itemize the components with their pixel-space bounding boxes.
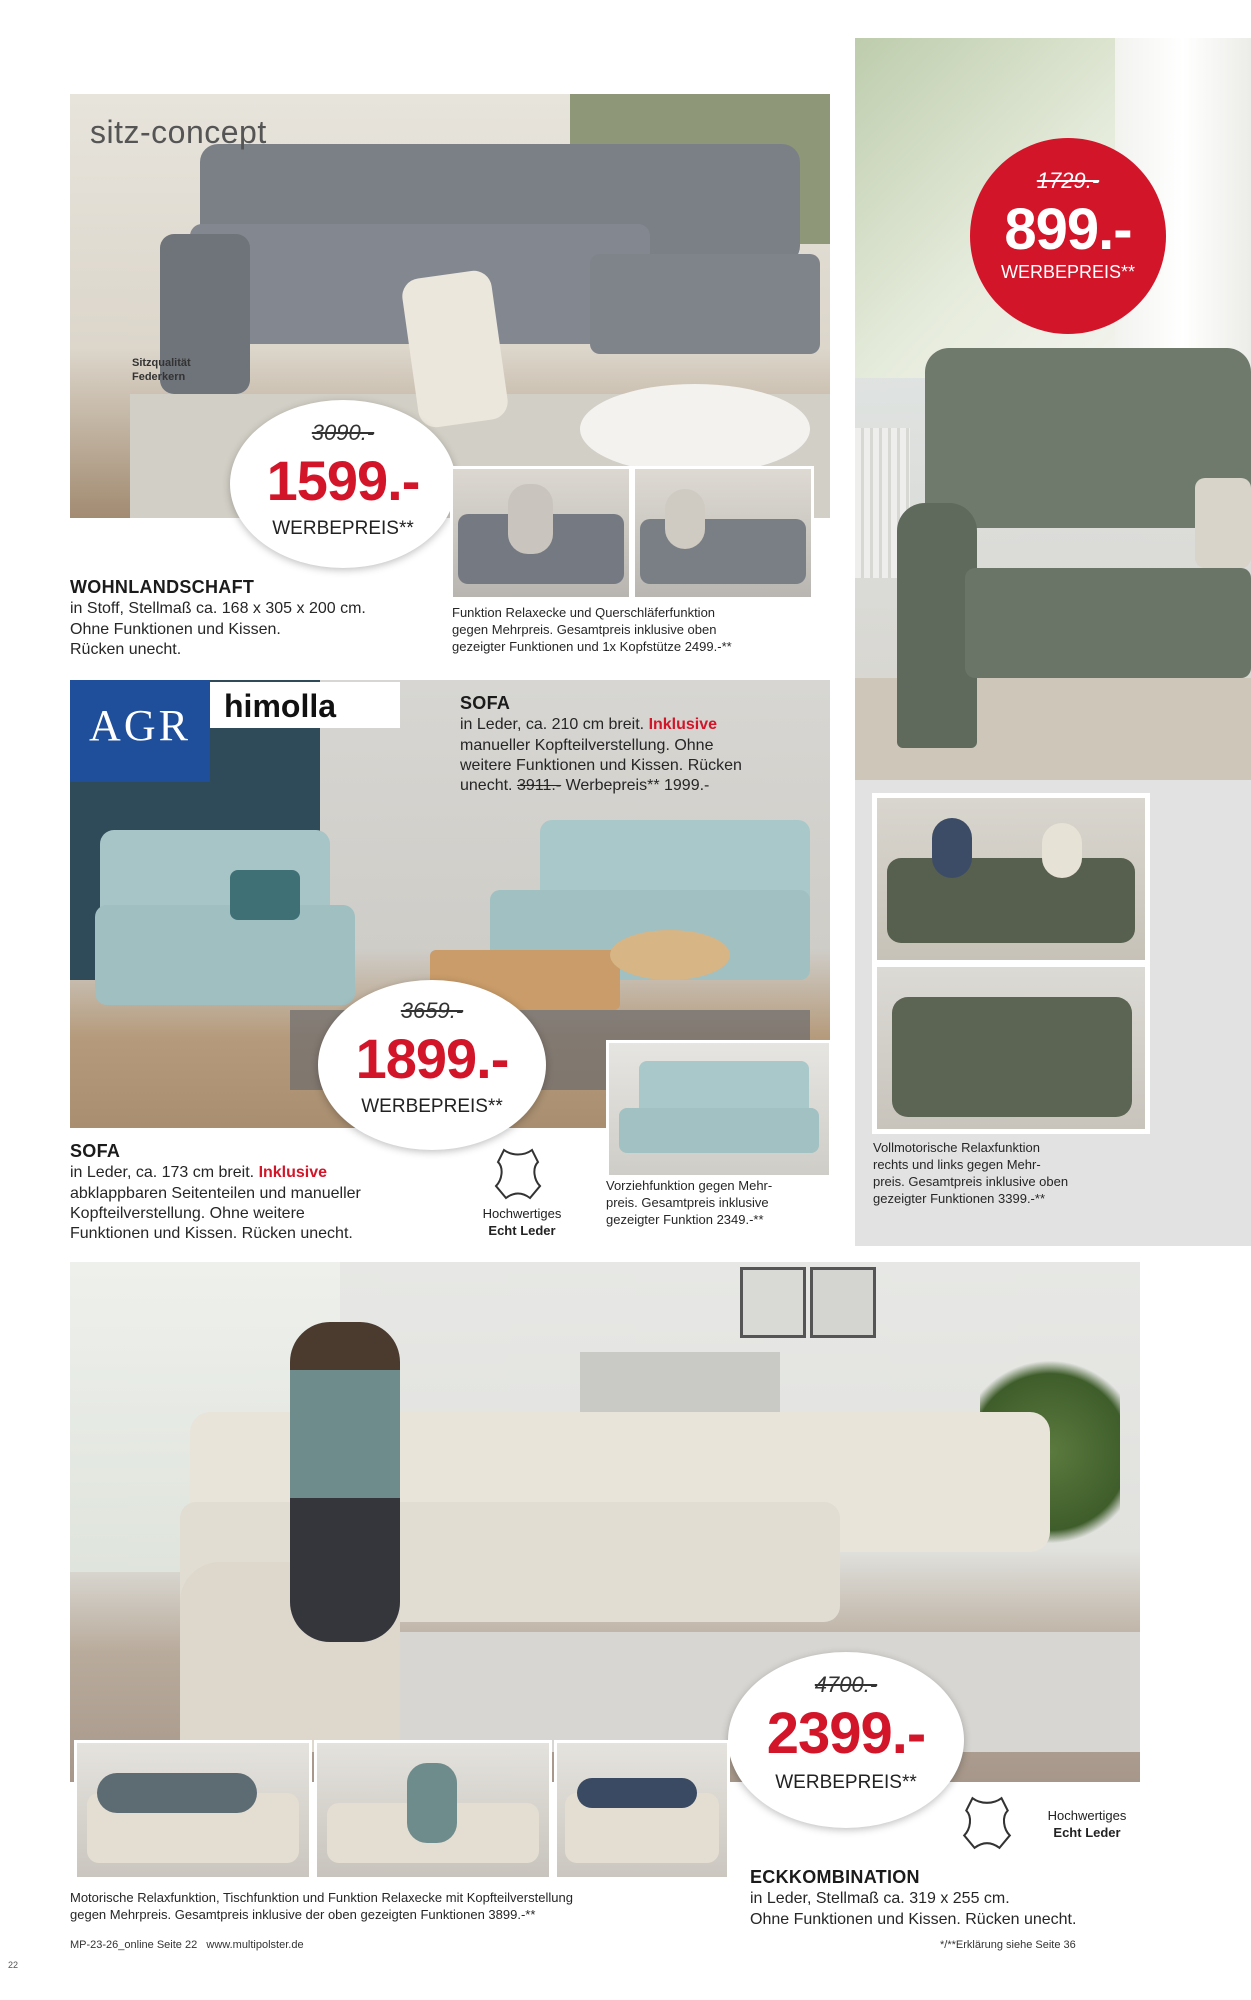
price-badge-2399 bbox=[728, 1652, 964, 1828]
old-price: 3090.- bbox=[311, 420, 375, 445]
old-price: 1729.- bbox=[1036, 168, 1100, 193]
offer4-leather bbox=[462, 1206, 582, 1239]
agr-logo bbox=[70, 680, 210, 782]
himolla-logo bbox=[210, 682, 400, 728]
note-line: preis. Gesamtpreis inklusive oben bbox=[873, 1173, 1069, 1189]
photo-tischfunktion bbox=[314, 1740, 552, 1880]
photo-vorziehfunktion bbox=[606, 1040, 832, 1178]
person bbox=[97, 1773, 257, 1813]
offer3-line2: manueller Kopfteilverstellung. Ohne bbox=[460, 736, 714, 754]
note-line: preis. Gesamtpreis inklusive bbox=[606, 1194, 769, 1210]
cushion bbox=[1195, 478, 1251, 568]
offer5-line2: Ohne Funktionen und Kissen. Rücken unecht. bbox=[750, 1910, 1077, 1928]
price-label: WERBEPREIS** bbox=[361, 1096, 503, 1117]
price: 899.- bbox=[1004, 197, 1132, 262]
photo-eckkombination bbox=[70, 1262, 1140, 1782]
offer3-line3: weitere Funktionen und Kissen. Rücken bbox=[460, 756, 742, 774]
person bbox=[508, 484, 553, 554]
price: 1599.- bbox=[266, 449, 420, 512]
offer1-text bbox=[70, 576, 450, 660]
old-price: 3659.- bbox=[400, 998, 464, 1023]
offer5-note bbox=[70, 1890, 730, 1924]
note-line: Vorziehfunktion gegen Mehr- bbox=[606, 1178, 773, 1193]
person bbox=[290, 1322, 400, 1642]
sofa-seat bbox=[965, 568, 1251, 678]
leather-line: Hochwertiges bbox=[1047, 1808, 1127, 1823]
brand-sitz-concept: sitz-concept bbox=[90, 114, 267, 150]
offer3-old-price: 3911.- bbox=[516, 777, 562, 795]
person bbox=[665, 489, 705, 549]
offer1-line2: Ohne Funktionen und Kissen. bbox=[70, 620, 281, 638]
price-label: WERBEPREIS** bbox=[1000, 262, 1136, 282]
brand-tag: Sitzqualität Federkern bbox=[132, 357, 191, 384]
price-label: WERBEPREIS** bbox=[272, 518, 414, 539]
offer5-text bbox=[750, 1866, 1170, 1930]
picture-1 bbox=[740, 1267, 806, 1338]
recliner bbox=[887, 858, 1135, 943]
offer1-line1: in Stoff, Stellmaß ca. 168 x 305 x 200 cm. bbox=[70, 600, 366, 618]
offer4-note bbox=[606, 1178, 836, 1229]
offer4-line4: Funktionen und Kissen. Rücken unecht. bbox=[70, 1225, 353, 1243]
leather-line: Echt Leder bbox=[488, 1222, 556, 1238]
note-line: gezeigter Funktion 2349.-** bbox=[606, 1211, 764, 1227]
offer4-text bbox=[70, 1140, 460, 1245]
footer-explain: */**Erklärung siehe Seite 36 bbox=[940, 1939, 1076, 1951]
offer4-title: SOFA bbox=[70, 1141, 121, 1161]
offer3-line4a: unecht. bbox=[460, 777, 513, 795]
recliner bbox=[892, 997, 1132, 1117]
photo-relaxfunktion bbox=[74, 1740, 312, 1880]
note-line: Funktion Relaxecke und Querschläferfunktion bbox=[452, 605, 716, 620]
round-table bbox=[610, 930, 730, 980]
offer5-line1: in Leder, Stellmaß ca. 319 x 255 cm. bbox=[750, 1890, 1010, 1908]
coffee-table bbox=[580, 384, 810, 474]
old-price: 4700.- bbox=[814, 1672, 878, 1697]
offer5-leather bbox=[1022, 1808, 1152, 1841]
photo-recliner-couple bbox=[872, 793, 1150, 965]
shelf bbox=[580, 1352, 780, 1412]
footer-code bbox=[70, 1938, 304, 1952]
price: 1899.- bbox=[355, 1027, 509, 1090]
offer3-line4b: Werbepreis** 1999.- bbox=[565, 777, 710, 795]
photo-relaxecke bbox=[450, 466, 632, 600]
sofa-chaise bbox=[590, 254, 820, 354]
offer4-inklusive: Inklusive bbox=[258, 1164, 328, 1182]
leather-line: Echt Leder bbox=[1053, 1824, 1121, 1840]
price-badge-1899 bbox=[318, 980, 546, 1150]
leather-icon-bottom bbox=[962, 1794, 1012, 1852]
person bbox=[577, 1778, 697, 1808]
offer4-line1: in Leder, ca. 173 cm breit. bbox=[70, 1164, 255, 1182]
person-2 bbox=[1042, 823, 1082, 878]
offer4-line3: Kopfteilverstellung. Ohne weitere bbox=[70, 1204, 305, 1222]
page-number: 22 bbox=[8, 1960, 19, 1970]
himolla-logo-text: himolla bbox=[224, 688, 337, 724]
offer3-title: SOFA bbox=[460, 693, 511, 713]
footer-code-text: MP-23-26_online Seite 22 bbox=[70, 1939, 198, 1951]
offer5-title: ECKKOMBINATION bbox=[750, 1867, 920, 1887]
note-line: gezeigter Funktionen 3399.-** bbox=[873, 1190, 1046, 1206]
offer1-title: WOHNLANDSCHAFT bbox=[70, 577, 255, 597]
offer3-line1: in Leder, ca. 210 cm breit. bbox=[460, 716, 645, 734]
sofa-seat bbox=[619, 1108, 819, 1153]
price-badge-1599 bbox=[230, 400, 456, 568]
loveseat-cushion bbox=[230, 870, 300, 920]
price-label: WERBEPREIS** bbox=[775, 1772, 917, 1793]
agr-logo-text: AGR bbox=[89, 701, 191, 750]
footer-url[interactable]: www.multipolster.de bbox=[206, 1939, 304, 1951]
offer3-inklusive: Inklusive bbox=[648, 716, 718, 734]
note-line: rechts und links gegen Mehr- bbox=[873, 1156, 1041, 1172]
note-line: gezeigter Funktionen und 1x Kopfstütze 2499.-** bbox=[452, 638, 732, 654]
note-line: Motorische Relaxfunktion, Tischfunktion und Funktion Relaxecke mit Kopfteilverstellung bbox=[70, 1890, 573, 1905]
offer3-text bbox=[460, 692, 820, 797]
person bbox=[407, 1763, 457, 1843]
loveseat-seat bbox=[95, 905, 355, 1005]
note-line: gegen Mehrpreis. Gesamtpreis inklusive der oben gezeigten Funktionen 3899.-** bbox=[70, 1906, 536, 1922]
price-badge-899 bbox=[970, 138, 1166, 334]
photo-recliner-empty bbox=[872, 962, 1150, 1134]
offer1-note bbox=[452, 605, 852, 656]
photo-relaxecke-kopfteil bbox=[554, 1740, 730, 1880]
picture-2 bbox=[810, 1267, 876, 1338]
offer1-line3: Rücken unecht. bbox=[70, 640, 182, 658]
note-line: gegen Mehrpreis. Gesamtpreis inklusive oben bbox=[452, 621, 717, 637]
offer2-note bbox=[873, 1140, 1213, 1208]
photo-querschlaefer bbox=[632, 466, 814, 600]
leather-line: Hochwertiges bbox=[482, 1206, 562, 1221]
person-1 bbox=[932, 818, 972, 878]
price: 2399.- bbox=[766, 1701, 926, 1766]
offer4-line2: abklappbaren Seitenteilen und manueller bbox=[70, 1184, 361, 1202]
leather-icon bbox=[494, 1146, 542, 1202]
note-line: Vollmotorische Relaxfunktion bbox=[873, 1140, 1040, 1155]
